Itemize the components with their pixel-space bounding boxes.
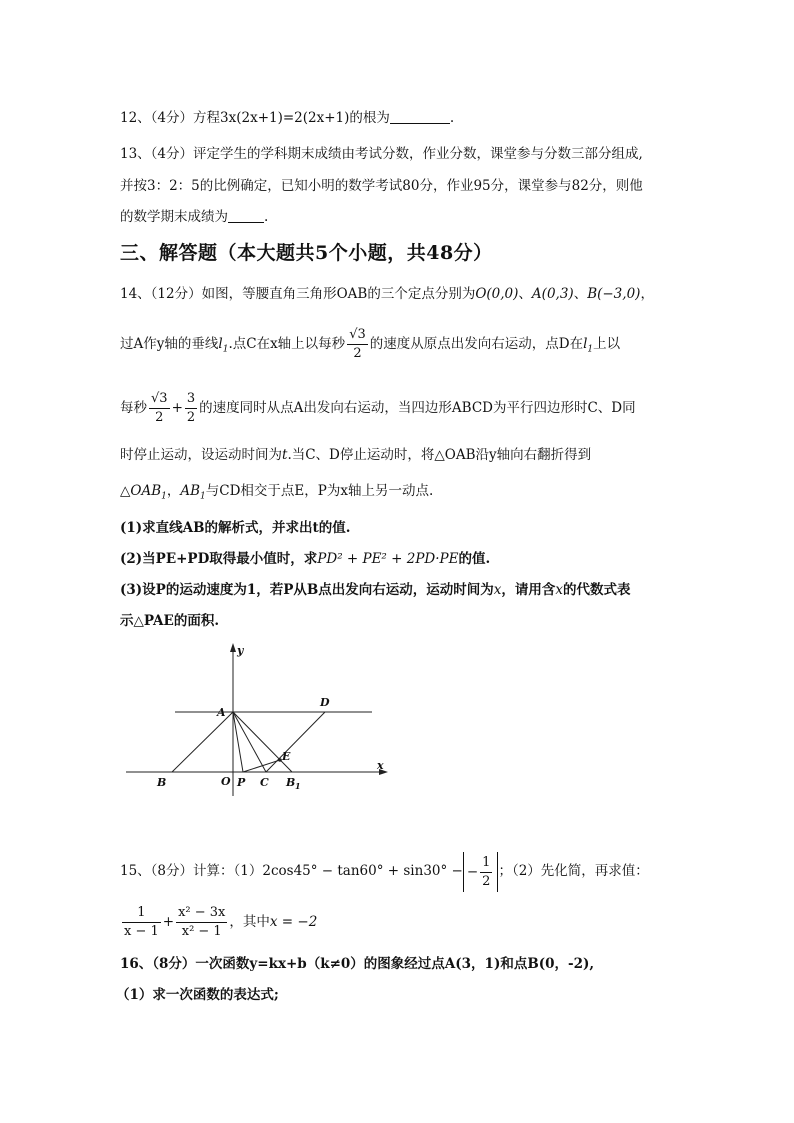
question-15-line-1: 15、（8分）计算：（1）2cos45° − tan60° + sin30° − − $\frac{1}{2}$ ；（2）先化简，再求值： [120,851,678,892]
question-15-line-2: $\frac{1}{x - 1}$ + $\frac{\text{x² − 3x}}{\text{x² − 1}}$ ，其中x = −2 [124,905,318,939]
label-B: B [157,776,167,789]
label-A: A [217,706,226,719]
label-P: P [237,776,246,789]
segment-BA [172,712,233,772]
y-arrow [230,643,236,652]
question-14-part-2: (2)当PE+PD取得最小值时，求PD² + PE² + 2PD·PE的值. [120,551,491,567]
label-y: y [237,644,244,657]
label-D: D [320,696,330,709]
answer-blank [228,208,264,223]
label-B1-sub: 1 [295,781,301,791]
label-B1: B [286,776,296,789]
question-14-line-4: 时停止运动，设运动时间为t.当C、D停止运动时，将△OAB沿y轴向右翻折得到 [120,447,592,463]
question-14-part-3-cont: 示△PAE的面积. [120,613,220,629]
label-x: x [377,759,384,772]
question-13-line-3: 的数学期末成绩为 . [120,209,269,225]
geometry-figure [120,640,410,800]
q12-equation: 3x(2x+1)=2(2x+1) [220,110,350,126]
section-title: 三、解答题（本大题共5个小题，共48分） [120,242,493,264]
question-14-part-3: (3)设P的运动速度为1，若P从B点出发向右运动，运动时间为x，请用含x的代数式表 [120,582,631,598]
question-14-part-1: (1)求直线AB的解析式，并求出t的值. [120,520,351,536]
fraction-sqrt3-over-2: $\frac{√3}{2}$ [151,391,168,425]
question-14-line-2: 过A作y轴的垂线$l_1$.点C在x轴上以每秒 $\frac{√3}{2}$ 的速度从原点出发向右运动，点D在$l_1$上以 [120,327,621,361]
question-14-line-5: $\triangle OAB_1$，$AB_1$与CD相交于点E，P为x轴上另一动点. [120,483,434,502]
question-16-part-1: （1）求一次函数的表达式; [116,987,279,1003]
question-12: 12、（4分）方程3x(2x+1)=2(2x+1)的根为 . [120,110,455,126]
segment-CD [266,712,325,772]
answer-blank [390,109,450,124]
question-13-line-2: 并按3：2：5的比例确定，已知小明的数学考试80分，作业95分，课堂参与82分，则他 [120,178,643,194]
fraction-3-over-2: $\frac{3}{2}$ [186,391,196,425]
segment-PE [243,760,280,772]
question-14-line-3: 每秒 $\frac{√3}{2}$ + $\frac{3}{2}$ 的速度同时从点A出发向右运动，当四边形ABCD为平行四边形时C、D同 [120,391,636,425]
label-C: C [260,776,269,789]
fraction-x2-3x-over-x2-1: $\frac{\text{x² − 3x}}{\text{x² − 1}}$ [178,905,226,939]
absolute-value: − $\frac{1}{2}$ [463,852,499,892]
question-14-line-1: 14、（12分）如图，等腰直角三角形OAB的三个定点分别为O(0,0)、A(0,3)、B(−3,0)， [120,286,654,302]
fraction-sqrt3-over-2: $\frac{√3}{2}$ [349,327,366,361]
label-E: E [282,750,291,763]
label-O: O [221,775,231,788]
question-13-line-1: 13、（4分）评定学生的学科期末成绩由考试分数，作业分数，课堂参与分数三部分组成, [120,146,643,162]
fraction-1-over-x-minus-1: $\frac{1}{x - 1}$ [124,905,159,939]
question-16-line-1: 16、（8分）一次函数y=kx+b（k≠0）的图象经过点A(3，1)和点B(0，-2), [120,956,595,972]
